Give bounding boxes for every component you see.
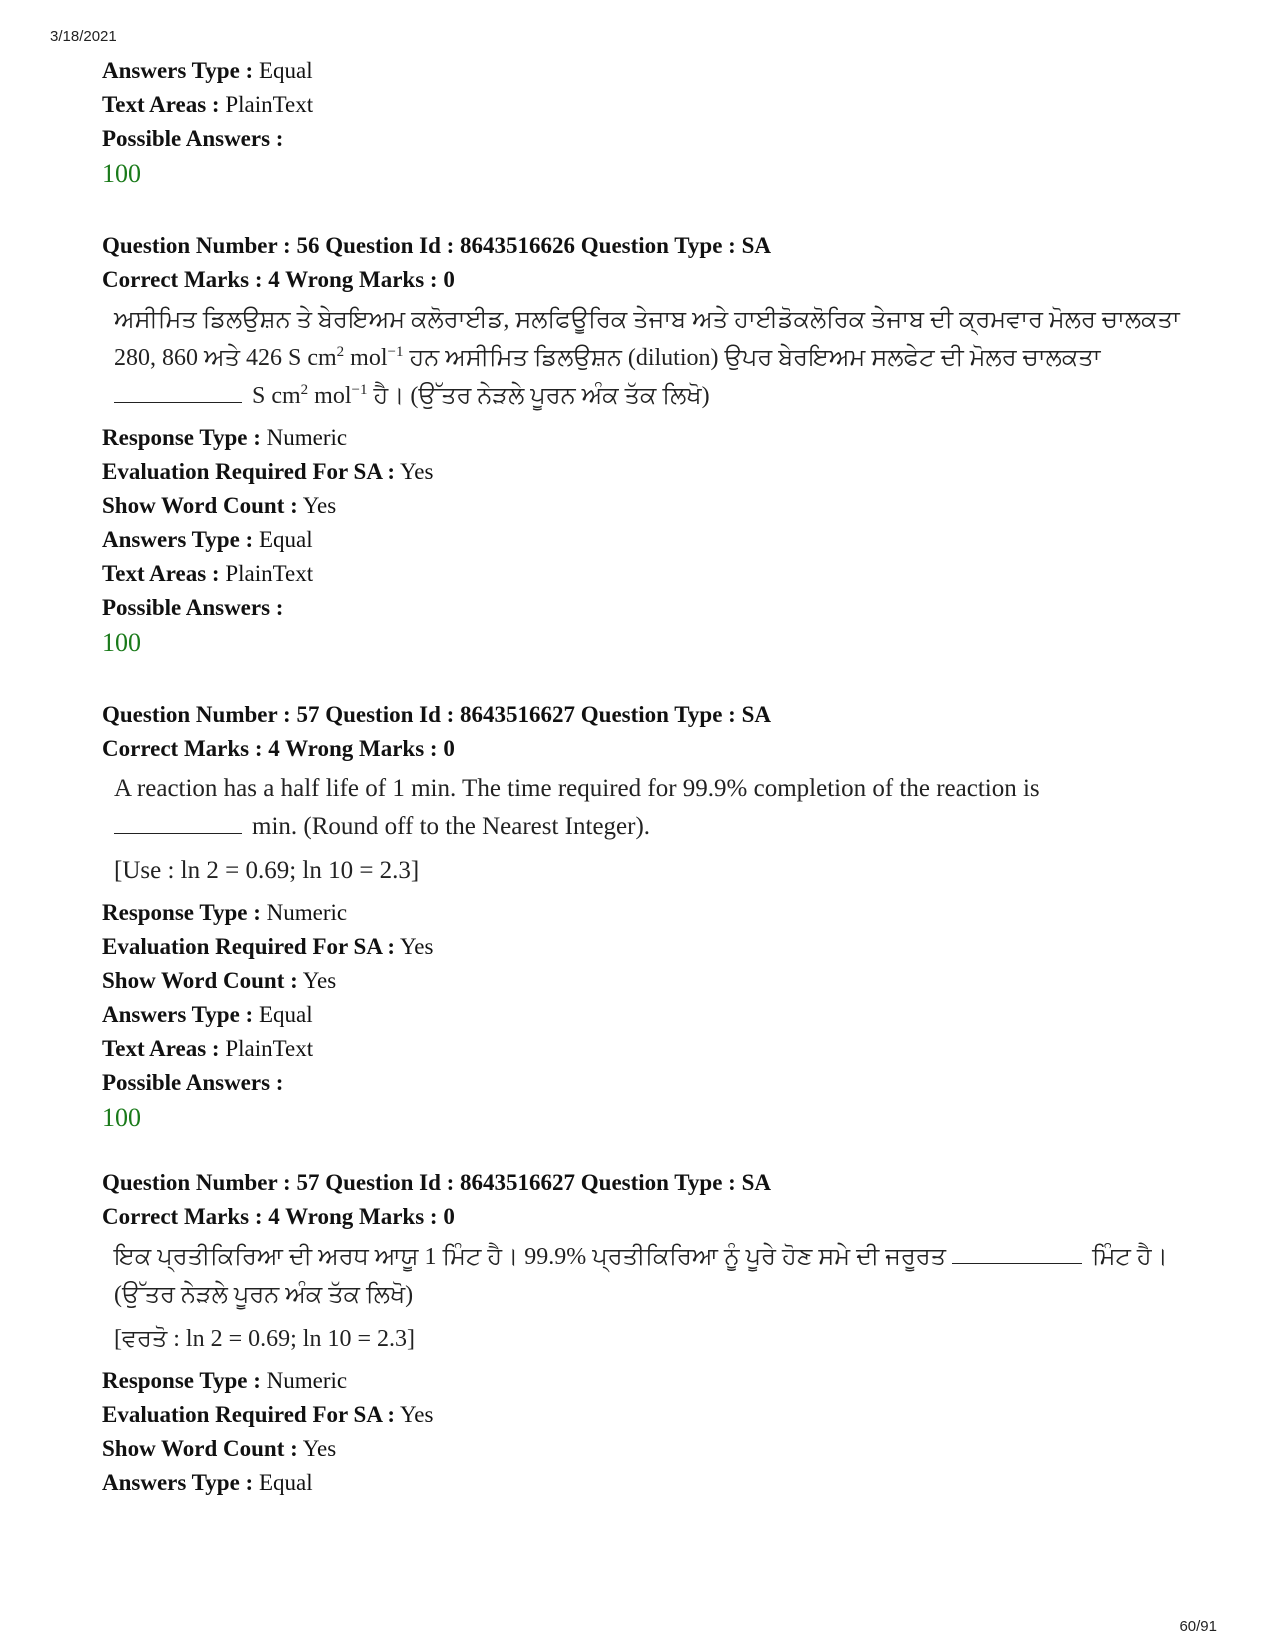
possible-answers-row	[102, 1066, 1202, 1100]
text-segment: ਹਨ ਅਸੀਮਿਤ ਡਿਲਉਸ਼ਨ (dilution) ਉਪਰ ਬੇਰਇਅਮ ਸਲਫੇਟ ਦੀ ਮੋਲਰ ਚਾਲਕਤਾ	[403, 345, 1101, 371]
prev-question-tail	[102, 54, 1202, 192]
possible-answer-value: 100	[102, 1103, 141, 1132]
question-header: Question Number : 56 Question Id : 8643516626 Question Type : SA	[102, 233, 771, 258]
answers-type-label: Answers Type :	[102, 58, 254, 83]
possible-answers-label: Possible Answers :	[102, 126, 284, 151]
question-text-line-1: A reaction has a half life of 1 min. The time required for 99.9% completion of the reaction is	[114, 775, 1040, 802]
answers-type-row	[102, 998, 1202, 1032]
answer-blank	[952, 1243, 1082, 1264]
page-date: 3/18/2021	[50, 28, 117, 45]
answers-type-value: Equal	[258, 1002, 313, 1027]
question-56	[102, 229, 1202, 661]
text-areas-label: Text Areas :	[102, 1036, 220, 1061]
word-count-value: Yes	[302, 1436, 337, 1461]
evaluation-label: Evaluation Required For SA :	[102, 459, 396, 484]
word-count-label: Show Word Count :	[102, 493, 298, 518]
question-marks: Correct Marks : 4 Wrong Marks : 0	[102, 1204, 455, 1229]
text-areas-label: Text Areas :	[102, 92, 220, 117]
possible-answers-label: Possible Answers :	[102, 595, 284, 620]
superscript: 2	[300, 382, 309, 398]
answers-type-row	[102, 54, 1202, 88]
word-count-row	[102, 1432, 1202, 1466]
word-count-value: Yes	[302, 968, 337, 993]
response-type-value: Numeric	[266, 425, 348, 450]
response-type-value: Numeric	[266, 1368, 348, 1393]
question-text-line-3: [Use : ln 2 = 0.69; ln 10 = 2.3]	[114, 857, 420, 884]
evaluation-value: Yes	[400, 934, 434, 959]
evaluation-row	[102, 455, 1202, 489]
possible-answers-row	[102, 591, 1202, 625]
text-segment: ਇਕ ਪ੍ਰਤੀਕਿਰਿਆ ਦੀ ਅਰਧ ਆਯੂ 1 ਮਿੰਟ ਹੈ। 99.9% ਪ੍ਰਤੀਕਿਰਿਆ ਨੂੰ ਪੂਰੇ ਹੋਣ ਸਮੇ ਦੀ ਜਰੂਰਤ	[114, 1244, 947, 1270]
response-type-label: Response Type :	[102, 900, 261, 925]
evaluation-value: Yes	[400, 459, 434, 484]
response-type-value: Numeric	[266, 900, 348, 925]
word-count-label: Show Word Count :	[102, 968, 298, 993]
question-text-line-1: ਅਸੀਮਿਤ ਡਿਲਉਸ਼ਨ ਤੇ ਬੇਰਇਅਮ ਕਲੋਰਾਈਡ, ਸਲਫਿਊਰਿਕ ਤੇਜਾਬ ਅਤੇ ਹਾਈਡੋਕਲੋਰਿਕ ਤੇਜਾਬ ਦੀ ਕ੍ਰਮਵਾਰ ਮੋਲਰ ਚਾਲਕਤਾ	[114, 307, 1180, 333]
text-segment: S cm	[252, 383, 301, 409]
answers-type-value: Equal	[258, 527, 313, 552]
response-type-row	[102, 1364, 1202, 1398]
question-text-line-1	[114, 1238, 1202, 1276]
evaluation-value: Yes	[400, 1402, 434, 1427]
answers-type-value: Equal	[258, 1470, 313, 1495]
response-type-row	[102, 896, 1202, 930]
evaluation-label: Evaluation Required For SA :	[102, 934, 396, 959]
text-segment: ਹੈ। (ਉੱਤਰ ਨੇੜਲੇ ਪੂਰਨ ਅੰਕ ਤੱਕ ਲਿਖੋ)	[367, 383, 710, 409]
text-areas-row	[102, 1032, 1202, 1066]
superscript: 2	[336, 344, 345, 360]
text-areas-row	[102, 557, 1202, 591]
question-text-line-2	[114, 339, 1202, 377]
word-count-row	[102, 489, 1202, 523]
question-text-line-2: (ਉੱਤਰ ਨੇੜਲੇ ਪੂਰਨ ਅੰਕ ਤੱਕ ਲਿਖੋ)	[114, 1282, 414, 1308]
question-text-line-2	[114, 808, 1202, 846]
evaluation-row	[102, 1398, 1202, 1432]
text-areas-label: Text Areas :	[102, 561, 220, 586]
text-areas-row	[102, 88, 1202, 122]
answers-type-label: Answers Type :	[102, 1002, 254, 1027]
possible-answer-value: 100	[102, 628, 141, 657]
word-count-label: Show Word Count :	[102, 1436, 298, 1461]
possible-answer-value: 100	[102, 159, 141, 188]
answers-type-label: Answers Type :	[102, 1470, 254, 1495]
question-header: Question Number : 57 Question Id : 8643516627 Question Type : SA	[102, 702, 771, 727]
answers-type-row	[102, 1466, 1202, 1500]
question-header: Question Number : 57 Question Id : 8643516627 Question Type : SA	[102, 1170, 771, 1195]
answers-type-value: Equal	[258, 58, 313, 83]
response-type-row	[102, 421, 1202, 455]
text-areas-value: PlainText	[225, 1036, 314, 1061]
word-count-row	[102, 964, 1202, 998]
text-segment: mol	[344, 345, 388, 371]
question-marks: Correct Marks : 4 Wrong Marks : 0	[102, 736, 455, 761]
question-text	[102, 1238, 1202, 1358]
possible-answers-row	[102, 122, 1202, 156]
answer-blank	[114, 813, 242, 834]
question-text-line-3: [ਵਰਤੋ : ln 2 = 0.69; ln 10 = 2.3]	[114, 1326, 415, 1352]
text-areas-value: PlainText	[225, 92, 314, 117]
page-number: 60/91	[1179, 1618, 1217, 1635]
question-text-line-3	[114, 377, 1202, 415]
answers-type-row	[102, 523, 1202, 557]
question-57-english	[102, 698, 1202, 1136]
evaluation-row	[102, 930, 1202, 964]
superscript: −1	[351, 382, 368, 398]
text-segment: 280, 860 ਅਤੇ 426 S cm	[114, 345, 337, 371]
text-segment: mol	[308, 383, 352, 409]
question-marks: Correct Marks : 4 Wrong Marks : 0	[102, 267, 455, 292]
answers-type-label: Answers Type :	[102, 527, 254, 552]
response-type-label: Response Type :	[102, 425, 261, 450]
text-areas-value: PlainText	[225, 561, 314, 586]
word-count-value: Yes	[302, 493, 337, 518]
possible-answers-label: Possible Answers :	[102, 1070, 284, 1095]
superscript: −1	[387, 344, 404, 360]
text-segment: min. (Round off to the Nearest Integer).	[252, 813, 651, 840]
question-text	[102, 301, 1202, 415]
question-text	[102, 770, 1202, 890]
answer-blank	[114, 382, 242, 403]
response-type-label: Response Type :	[102, 1368, 261, 1393]
evaluation-label: Evaluation Required For SA :	[102, 1402, 396, 1427]
text-segment: ਮਿੰਟ ਹੈ।	[1092, 1244, 1168, 1270]
question-57-punjabi	[102, 1166, 1202, 1500]
